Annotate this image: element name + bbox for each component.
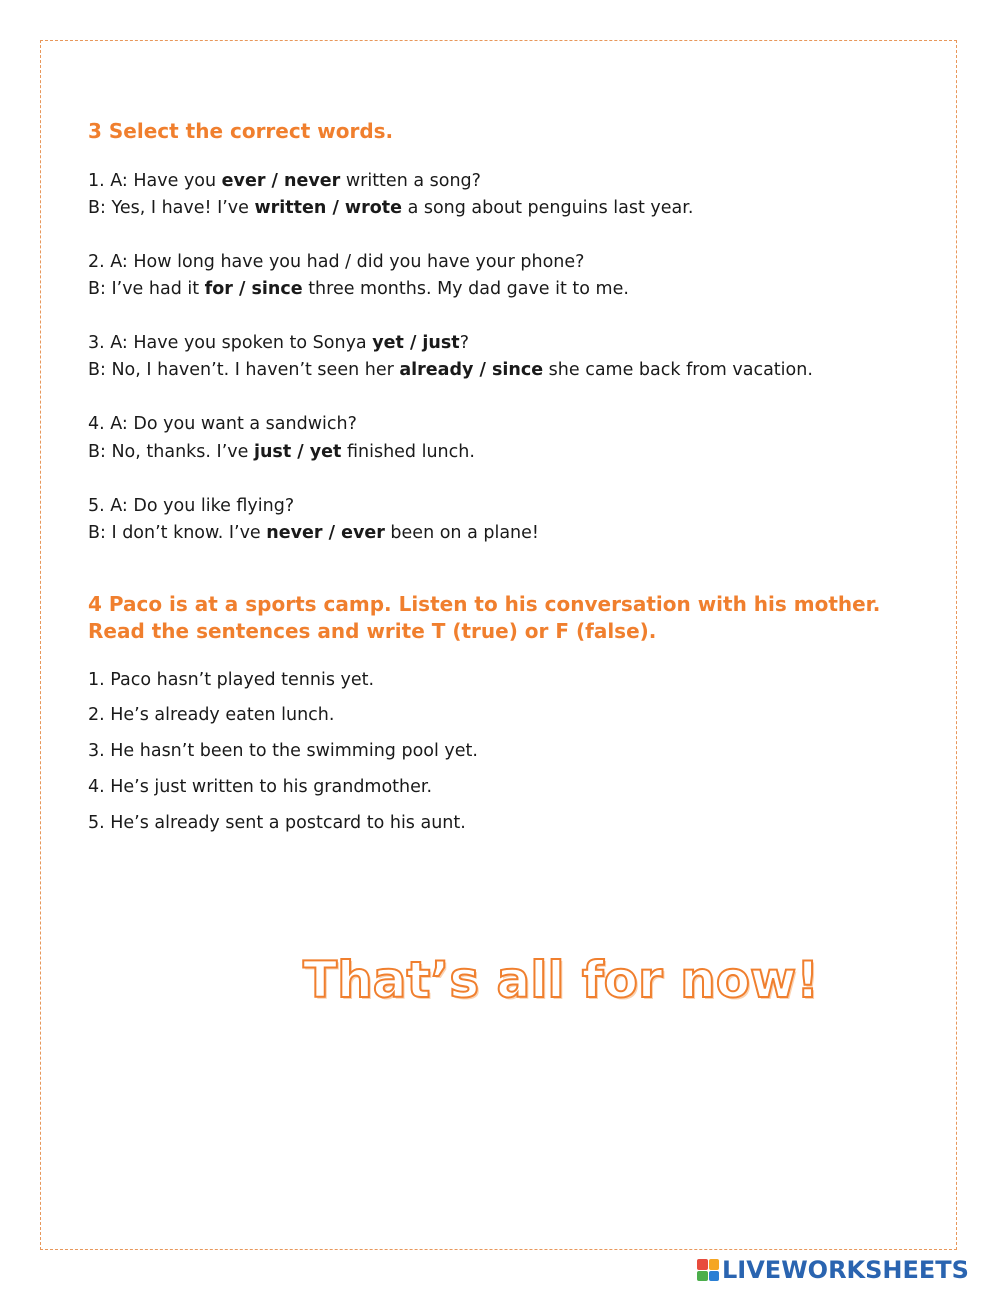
liveworksheets-brand[interactable] [697,1256,969,1284]
q4-line-b: B: No, thanks. I’ve just / yet finished lunch. [88,442,475,462]
q2-line-b: B: I’ve had it for / since three months. My dad gave it to me. [88,279,629,299]
tf-item-3: 3. He hasn’t been to the swimming pool yet. [88,741,478,761]
q1-choice-b[interactable]: written / wrote [254,198,402,218]
tf-item-4: 4. He’s just written to his grandmother. [88,777,433,797]
logo-square-2 [709,1259,720,1270]
q5-line-a: 5. A: Do you like flying? [88,496,295,516]
page-border [40,40,957,1250]
section-4-heading-line-2: Read the sentences and write T (true) or F (false). [88,619,657,643]
q2-line-a: 2. A: How long have you had / did you have your phone? [88,252,585,272]
q1-choice-a[interactable]: ever / never [221,171,341,191]
tf-item-1: 1. Paco hasn’t played tennis yet. [88,670,375,690]
tf-item-5: 5. He’s already sent a postcard to his aunt. [88,813,466,833]
q3-line-b: B: No, I haven’t. I haven’t seen her already / since she came back from vacation. [88,360,813,380]
q5-line-b: B: I don’t know. I’ve never / ever been on a plane! [88,523,539,543]
tf-item-2: 2. He’s already eaten lunch. [88,705,335,725]
q3-choice-b[interactable]: already / since [399,360,544,380]
q1-line-b: B: Yes, I have! I’ve written / wrote a song about penguins last year. [88,198,694,218]
section-4-heading-line-1: 4 Paco is at a sports camp. Listen to his conversation with his mother. [88,592,881,616]
closing-message: That’s all for now! [303,951,820,1009]
logo-square-3 [697,1271,708,1282]
brand-name: LIVEWORKSHEETS [722,1256,969,1284]
section-3-heading: 3 Select the correct words. [88,119,394,143]
q4-line-a: 4. A: Do you want a sandwich? [88,414,357,434]
liveworksheets-logo-icon [697,1259,719,1281]
q5-choice-b[interactable]: never / ever [266,523,385,543]
q4-choice-b[interactable]: just / yet [253,442,342,462]
q3-choice-a[interactable]: yet / just [372,333,460,353]
q1-line-a: 1. A: Have you ever / never written a song? [88,171,481,191]
logo-square-4 [709,1271,720,1282]
q3-line-a: 3. A: Have you spoken to Sonya yet / just? [88,333,469,353]
logo-square-1 [697,1259,708,1270]
q2-choice-b[interactable]: for / since [204,279,303,299]
